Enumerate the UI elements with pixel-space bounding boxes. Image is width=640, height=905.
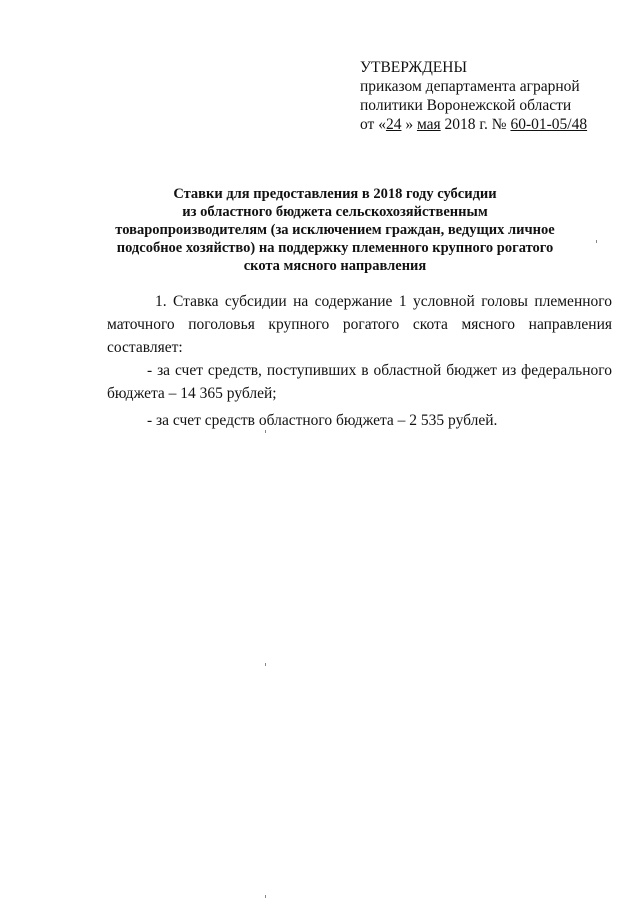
approval-line-2: политики Воронежской области	[360, 97, 572, 114]
approval-heading: УТВЕРЖДЕНЫ	[360, 59, 467, 76]
document-title	[100, 185, 570, 275]
list-item-regional: - за счет средств областного бюджета – 2 535 рублей.	[147, 412, 498, 429]
title-line-5: скота мясного направления	[243, 258, 427, 274]
scan-speck	[265, 663, 266, 666]
date-month: мая	[416, 116, 441, 133]
title-line-4: подсобное хозяйство) на поддержку племенного крупного рогатого	[116, 240, 554, 256]
scan-speck	[265, 430, 266, 433]
document-body	[107, 290, 612, 432]
title-line-1: Ставки для предоставления в 2018 году субсидии	[173, 186, 497, 202]
paragraph-rate: 1. Ставка субсидии на содержание 1 условной головы племенного маточного поголовья крупного рогатого скота мясного направления составляет:	[107, 293, 612, 356]
approval-line-1: приказом департамента аграрной	[360, 78, 580, 95]
title-line-3: товаропроизводителям (за исключением граждан, ведущих личное	[115, 222, 555, 238]
order-number: 60-01-05/48	[510, 116, 588, 133]
approval-date-line	[360, 115, 587, 134]
date-day: 24	[385, 116, 402, 133]
scan-speck	[596, 240, 597, 243]
date-prefix: от «	[360, 116, 386, 133]
list-item-federal: - за счет средств, поступивших в областной бюджет из федерального бюджета – 14 365 рублей;	[107, 362, 612, 402]
date-mid: »	[401, 116, 417, 133]
title-line-2: из областного бюджета сельскохозяйственным	[182, 204, 488, 220]
approval-block	[360, 58, 587, 134]
date-year: 2018 г. №	[440, 116, 511, 133]
scan-speck	[265, 895, 266, 898]
